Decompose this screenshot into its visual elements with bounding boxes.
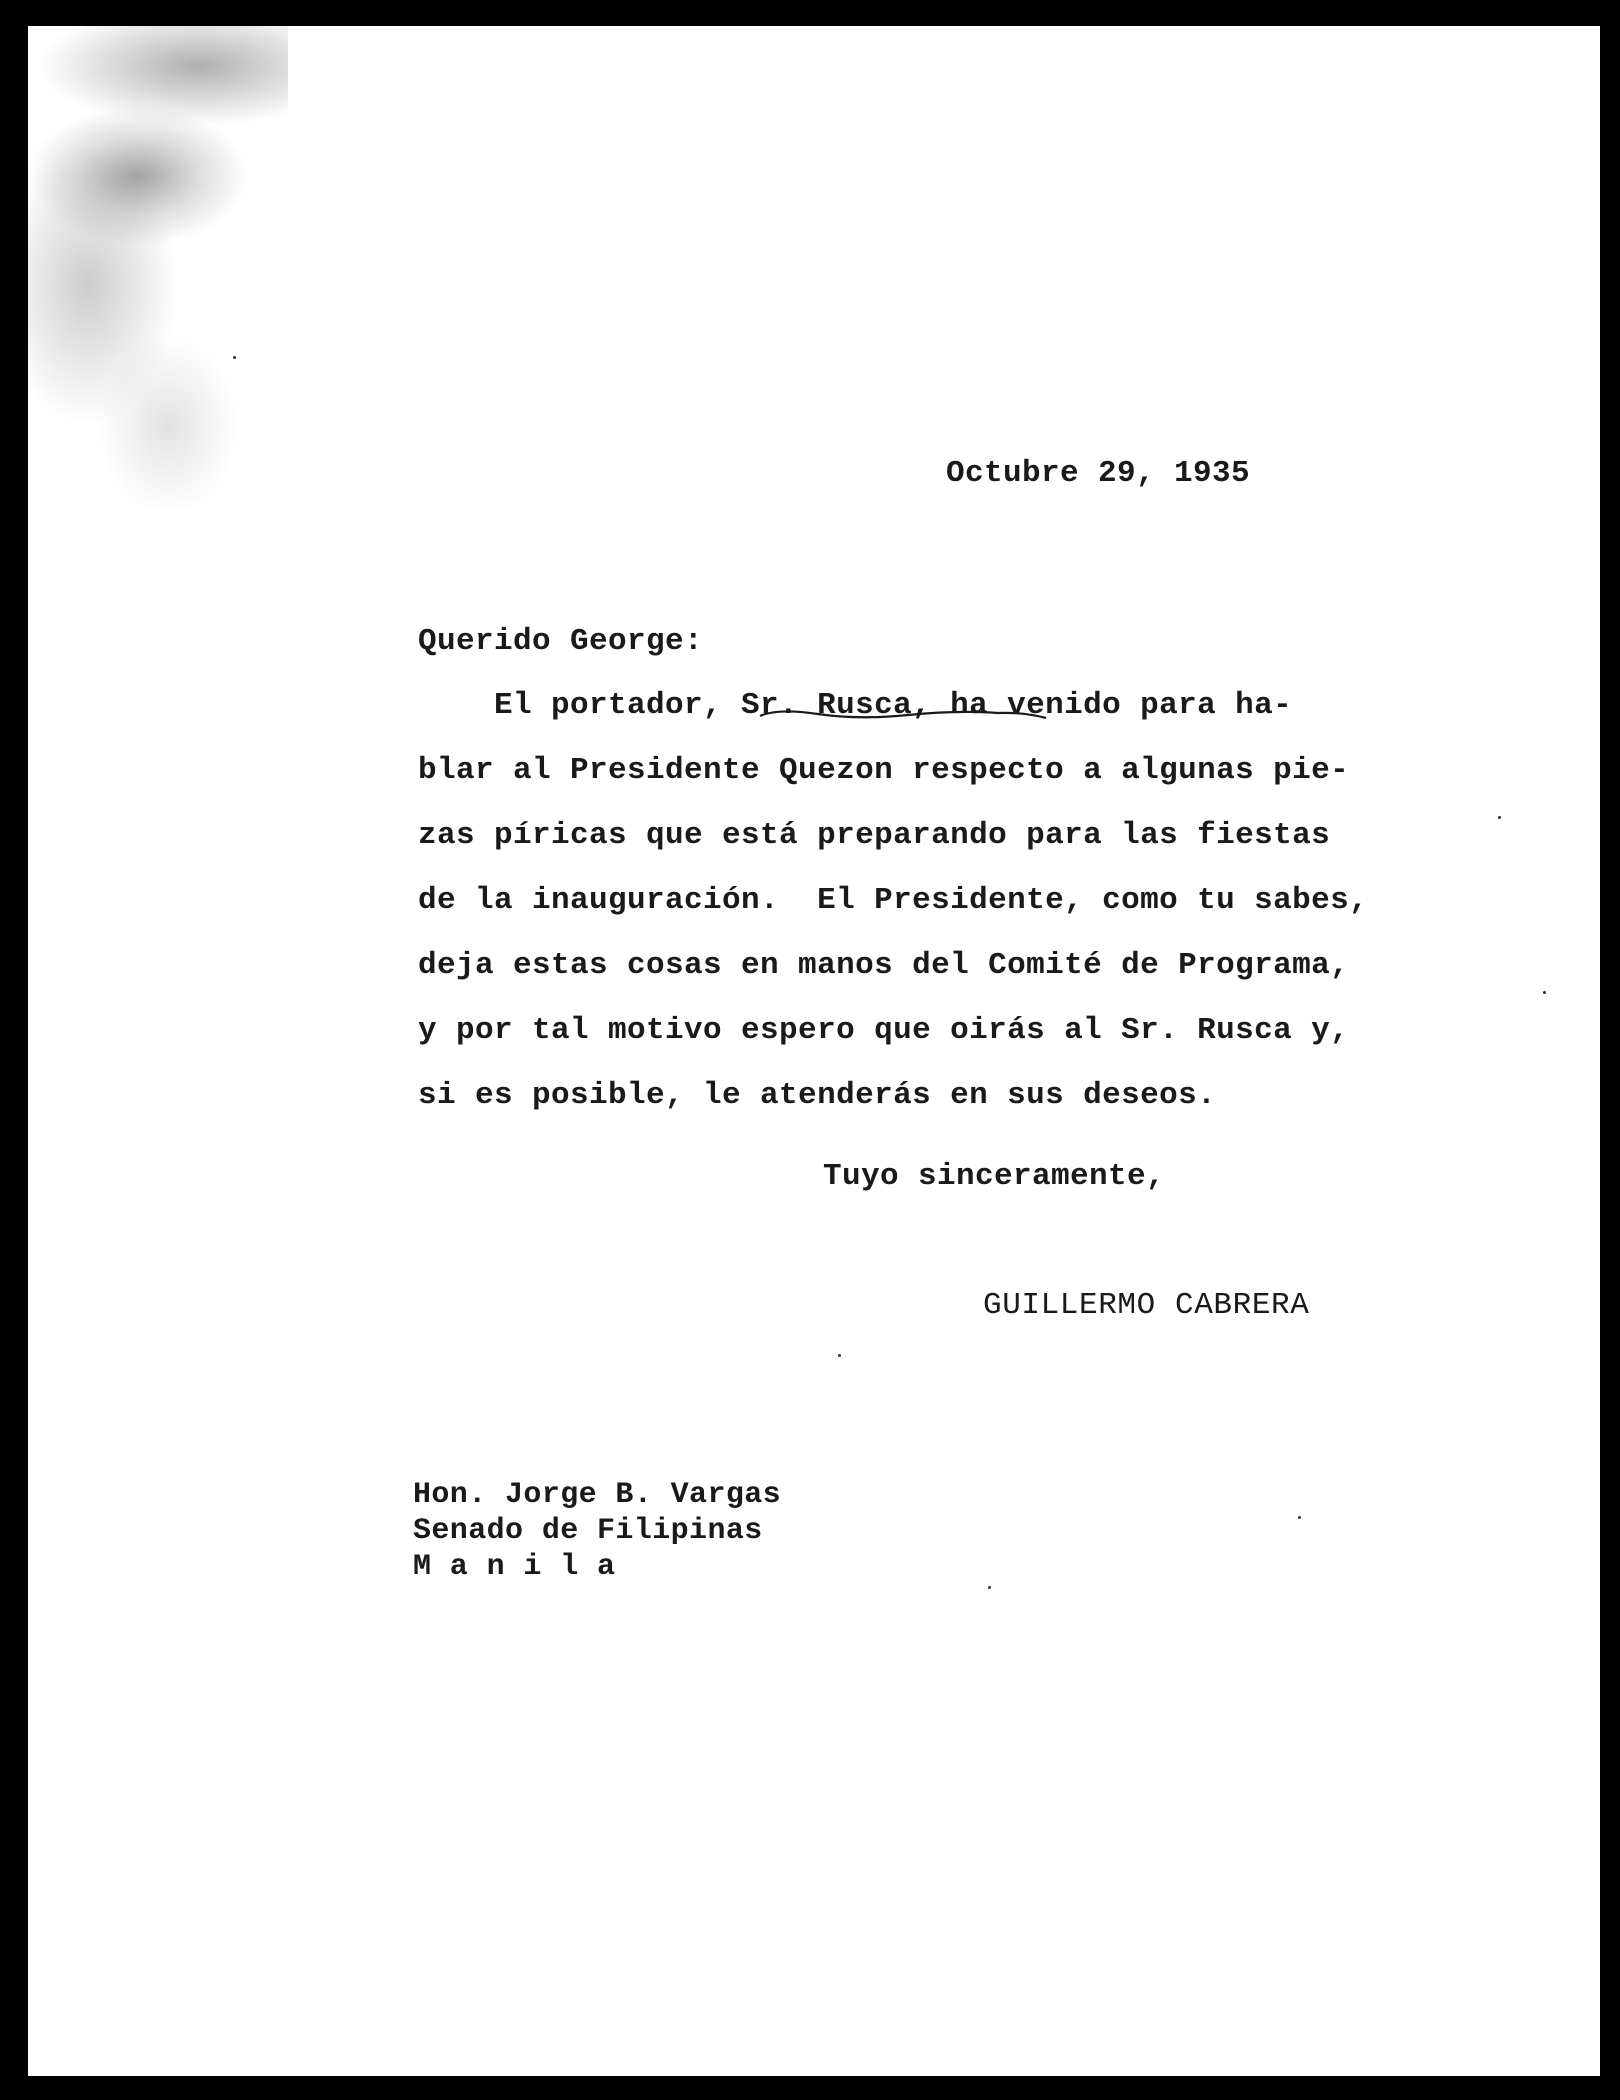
body-line: deja estas cosas en manos del Comité de Programa, xyxy=(418,948,1350,983)
dust-speck xyxy=(838,1354,841,1357)
body-line: zas píricas que está preparando para las fiestas xyxy=(418,818,1331,853)
body-line: y por tal motivo espero que oirás al Sr. Rusca y, xyxy=(418,1013,1350,1048)
dust-speck xyxy=(1498,816,1501,819)
salutation: Querido George: xyxy=(418,624,704,659)
body-line: El portador, Sr. Rusca, ha venido para ha- xyxy=(418,688,1293,723)
body-line: de la inauguración. El Presidente, como tu sabes, xyxy=(418,883,1369,918)
body-line: blar al Presidente Quezon respecto a algunas pie- xyxy=(418,753,1350,788)
dust-speck xyxy=(988,1586,991,1589)
stain-mark xyxy=(28,26,288,506)
letter-date: Octubre 29, 1935 xyxy=(946,456,1251,491)
recipient-line: Hon. Jorge B. Vargas xyxy=(413,1478,782,1512)
dust-speck xyxy=(1298,1516,1301,1519)
signature-name: GUILLERMO CABRERA xyxy=(983,1288,1310,1323)
closing: Tuyo sinceramente, xyxy=(823,1159,1166,1194)
recipient-line: Senado de Filipinas xyxy=(413,1514,763,1548)
recipient-line: M a n i l a xyxy=(413,1550,616,1584)
dust-speck xyxy=(233,356,236,359)
body-line: si es posible, le atenderás en sus deseos. xyxy=(418,1078,1217,1113)
handwritten-underline xyxy=(758,704,1048,724)
dust-speck xyxy=(1543,991,1546,994)
letter-page xyxy=(28,26,1600,2076)
